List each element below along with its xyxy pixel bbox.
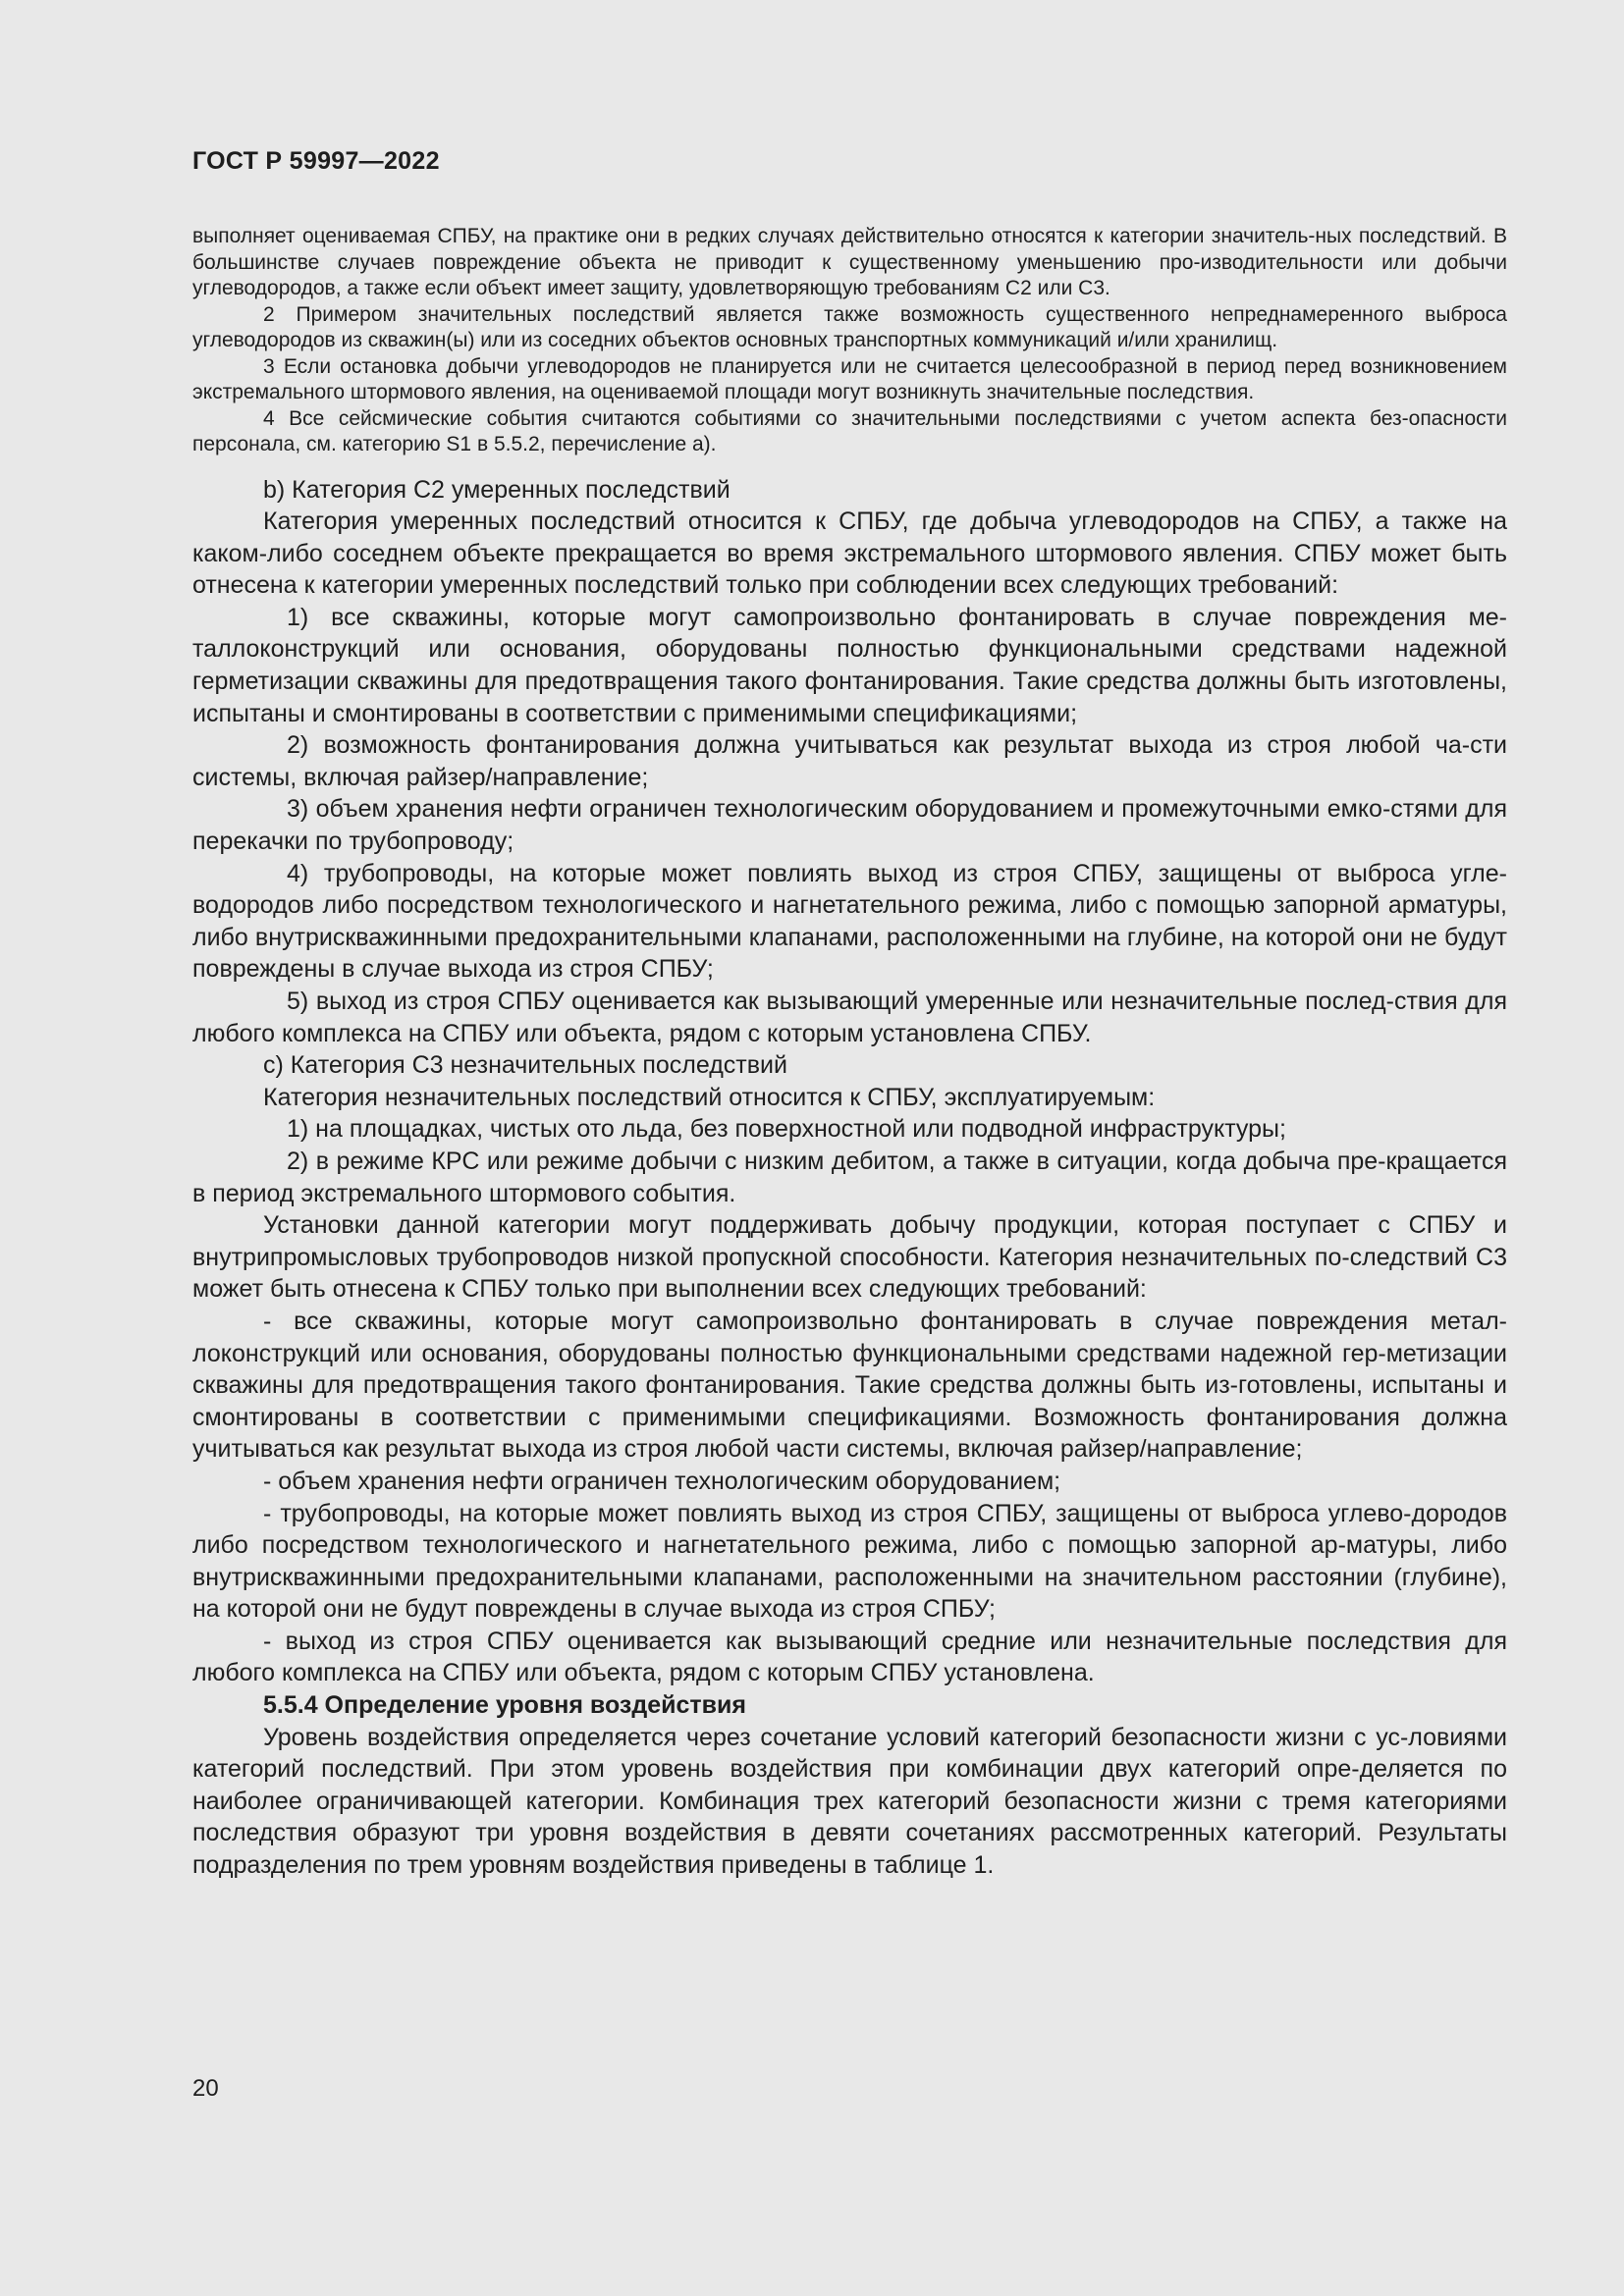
c3-dash-item-1: - все скважины, которые могут самопроизвольно фонтанировать в случае повреждения метал-локонструкций или основания, оборудованы полностью функциональными средствами надежной гер-метизации скважины для предотвращения такого фонтанирования. Такие средства должны быть из-готовлены, испытаны и смонтированы в соответствии с применимыми спецификациями. Возможность фонтанирования должна учитываться как результат выхода из строя любой части системы, включая райзер/направление; [192,1307,1507,1464]
section-5-5-4-paragraph: Уровень воздействия определяется через сочетание условий категорий безопасности жизни с ус-ловиями категорий последствий. При этом уровень воздействия при комбинации двух категорий опре-деляется по наиболее ограничивающей категории. Комбинация трех категорий безопасности жизни с тремя категориями последствия образуют три уровня воздействия в девяти сочетаниях рассмотренных категорий. Результаты подразделения по трем уровням воздействия приведены в таблице 1. [192,1723,1507,1880]
c3-dash-item-3: - трубопроводы, на которые может повлиять выход из строя СПБУ, защищены от выброса углево-дородов либо посредством технологического и нагнетательного режима, либо с помощью запорной ар-матуры, либо внутрискважинными предохранительными клапанами, расположенными на значительном расстоянии (глубине), на которой они не будут повреждены в случае выхода из строя СПБУ; [192,1499,1507,1624]
c2-intro: Категория умеренных последствий относится к СПБУ, где добыча углеводородов на СПБУ, а также на каком-либо соседнем объекте прекращается во время экстремального штормового явления. СПБУ может быть отнесена к категории умеренных последствий только при соблюдении всех следующих требований: [192,507,1507,600]
document-header: ГОСТ Р 59997—2022 [192,147,440,175]
c2-item-4: 4) трубопроводы, на которые может повлиять выход из строя СПБУ, защищены от выброса угле-водородов либо посредством технологического и нагнетательного режима, либо с помощью запорной арматуры, либо внутрискважинными предохранительными клапанами, расположенными на глубине, на которой они не будут повреждены в случае выхода из строя СПБУ; [192,859,1507,984]
spacer [192,458,1507,474]
section-5-5-4-heading: 5.5.4 Определение уровня воздействия [263,1691,746,1720]
c3-dash-item-2: - объем хранения нефти ограничен технологическим оборудованием; [263,1467,1061,1495]
c2-heading: b) Категория С2 умеренных последствий [263,475,731,504]
c3-dash-item-4: - выход из строя СПБУ оценивается как вызывающий средние или незначительные последствия для любого комплекса на СПБУ или объекта, рядом с которым СПБУ установлена. [192,1627,1507,1687]
c3-item-1: 1) на площадках, чистых ото льда, без поверхностной или подводной инфраструктуры; [287,1115,1286,1144]
c3-item-2: 2) в режиме КРС или режиме добычи с низким дебитом, а также в ситуации, когда добыча пре-кращается в период экстремального штормового события. [192,1147,1507,1207]
c2-item-5: 5) выход из строя СПБУ оценивается как вызывающий умеренные или незначительные послед-ствия для любого комплекса на СПБУ или объекта, рядом с которым установлена СПБУ. [192,988,1507,1047]
c3-paragraph: Установки данной категории могут поддерживать добычу продукции, которая поступает с СПБУ и внутрипромысловых трубопроводов низкой пропускной способности. Категория незначительных по-следствий С3 может быть отнесена к СПБУ только при выполнении всех следующих требований: [192,1211,1507,1304]
note-continuation: выполняет оцениваемая СПБУ, на практике они в редких случаях действительно относятся к категории значитель-ных последствий. В большинстве случаев повреждение объекта не приводит к существенному уменьшению про-изводительности или добычи углеводородов, а также если объект имеет защиту, удовлетворяющую требованиям С2 или С3. [192,225,1507,299]
c3-intro: Категория незначительных последствий относится к СПБУ, эксплуатируемым: [263,1083,1156,1111]
note-4: 4 Все сейсмические события считаются событиями со значительными последствиями с учетом аспекта без-опасности персонала, см. категорию S1 в 5.5.2, перечисление а). [192,406,1507,455]
c2-item-1: 1) все скважины, которые могут самопроизвольно фонтанировать в случае повреждения ме-таллоконструкций или основания, оборудованы полностью функциональными средствами надежной герметизации скважины для предотвращения такого фонтанирования. Такие средства должны быть изготовлены, испытаны и смонтированы в соответствии с применимыми спецификациями; [192,603,1507,727]
c3-heading: с) Категория С3 незначительных последствий [263,1051,787,1080]
note-2: 2 Примером значительных последствий является также возможность существенного непреднамеренного выброса углеводородов из скважин(ы) или из соседних объектов основных транспортных коммуникаций и/или хранилищ. [192,302,1507,351]
page-number: 20 [192,2075,219,2102]
page-content [192,224,1507,1882]
note-3: 3 Если остановка добычи углеводородов не планируется или не считается целесообразной в период перед возникновением экстремального штормового явления, на оцениваемой площади могут возникнуть значительные последствия. [192,354,1507,403]
c2-item-2: 2) возможность фонтанирования должна учитываться как результат выхода из строя любой ча-сти системы, включая райзер/направление; [192,731,1507,791]
c2-item-3: 3) объем хранения нефти ограничен технологическим оборудованием и промежуточными емко-стями для перекачки по трубопроводу; [192,795,1507,856]
